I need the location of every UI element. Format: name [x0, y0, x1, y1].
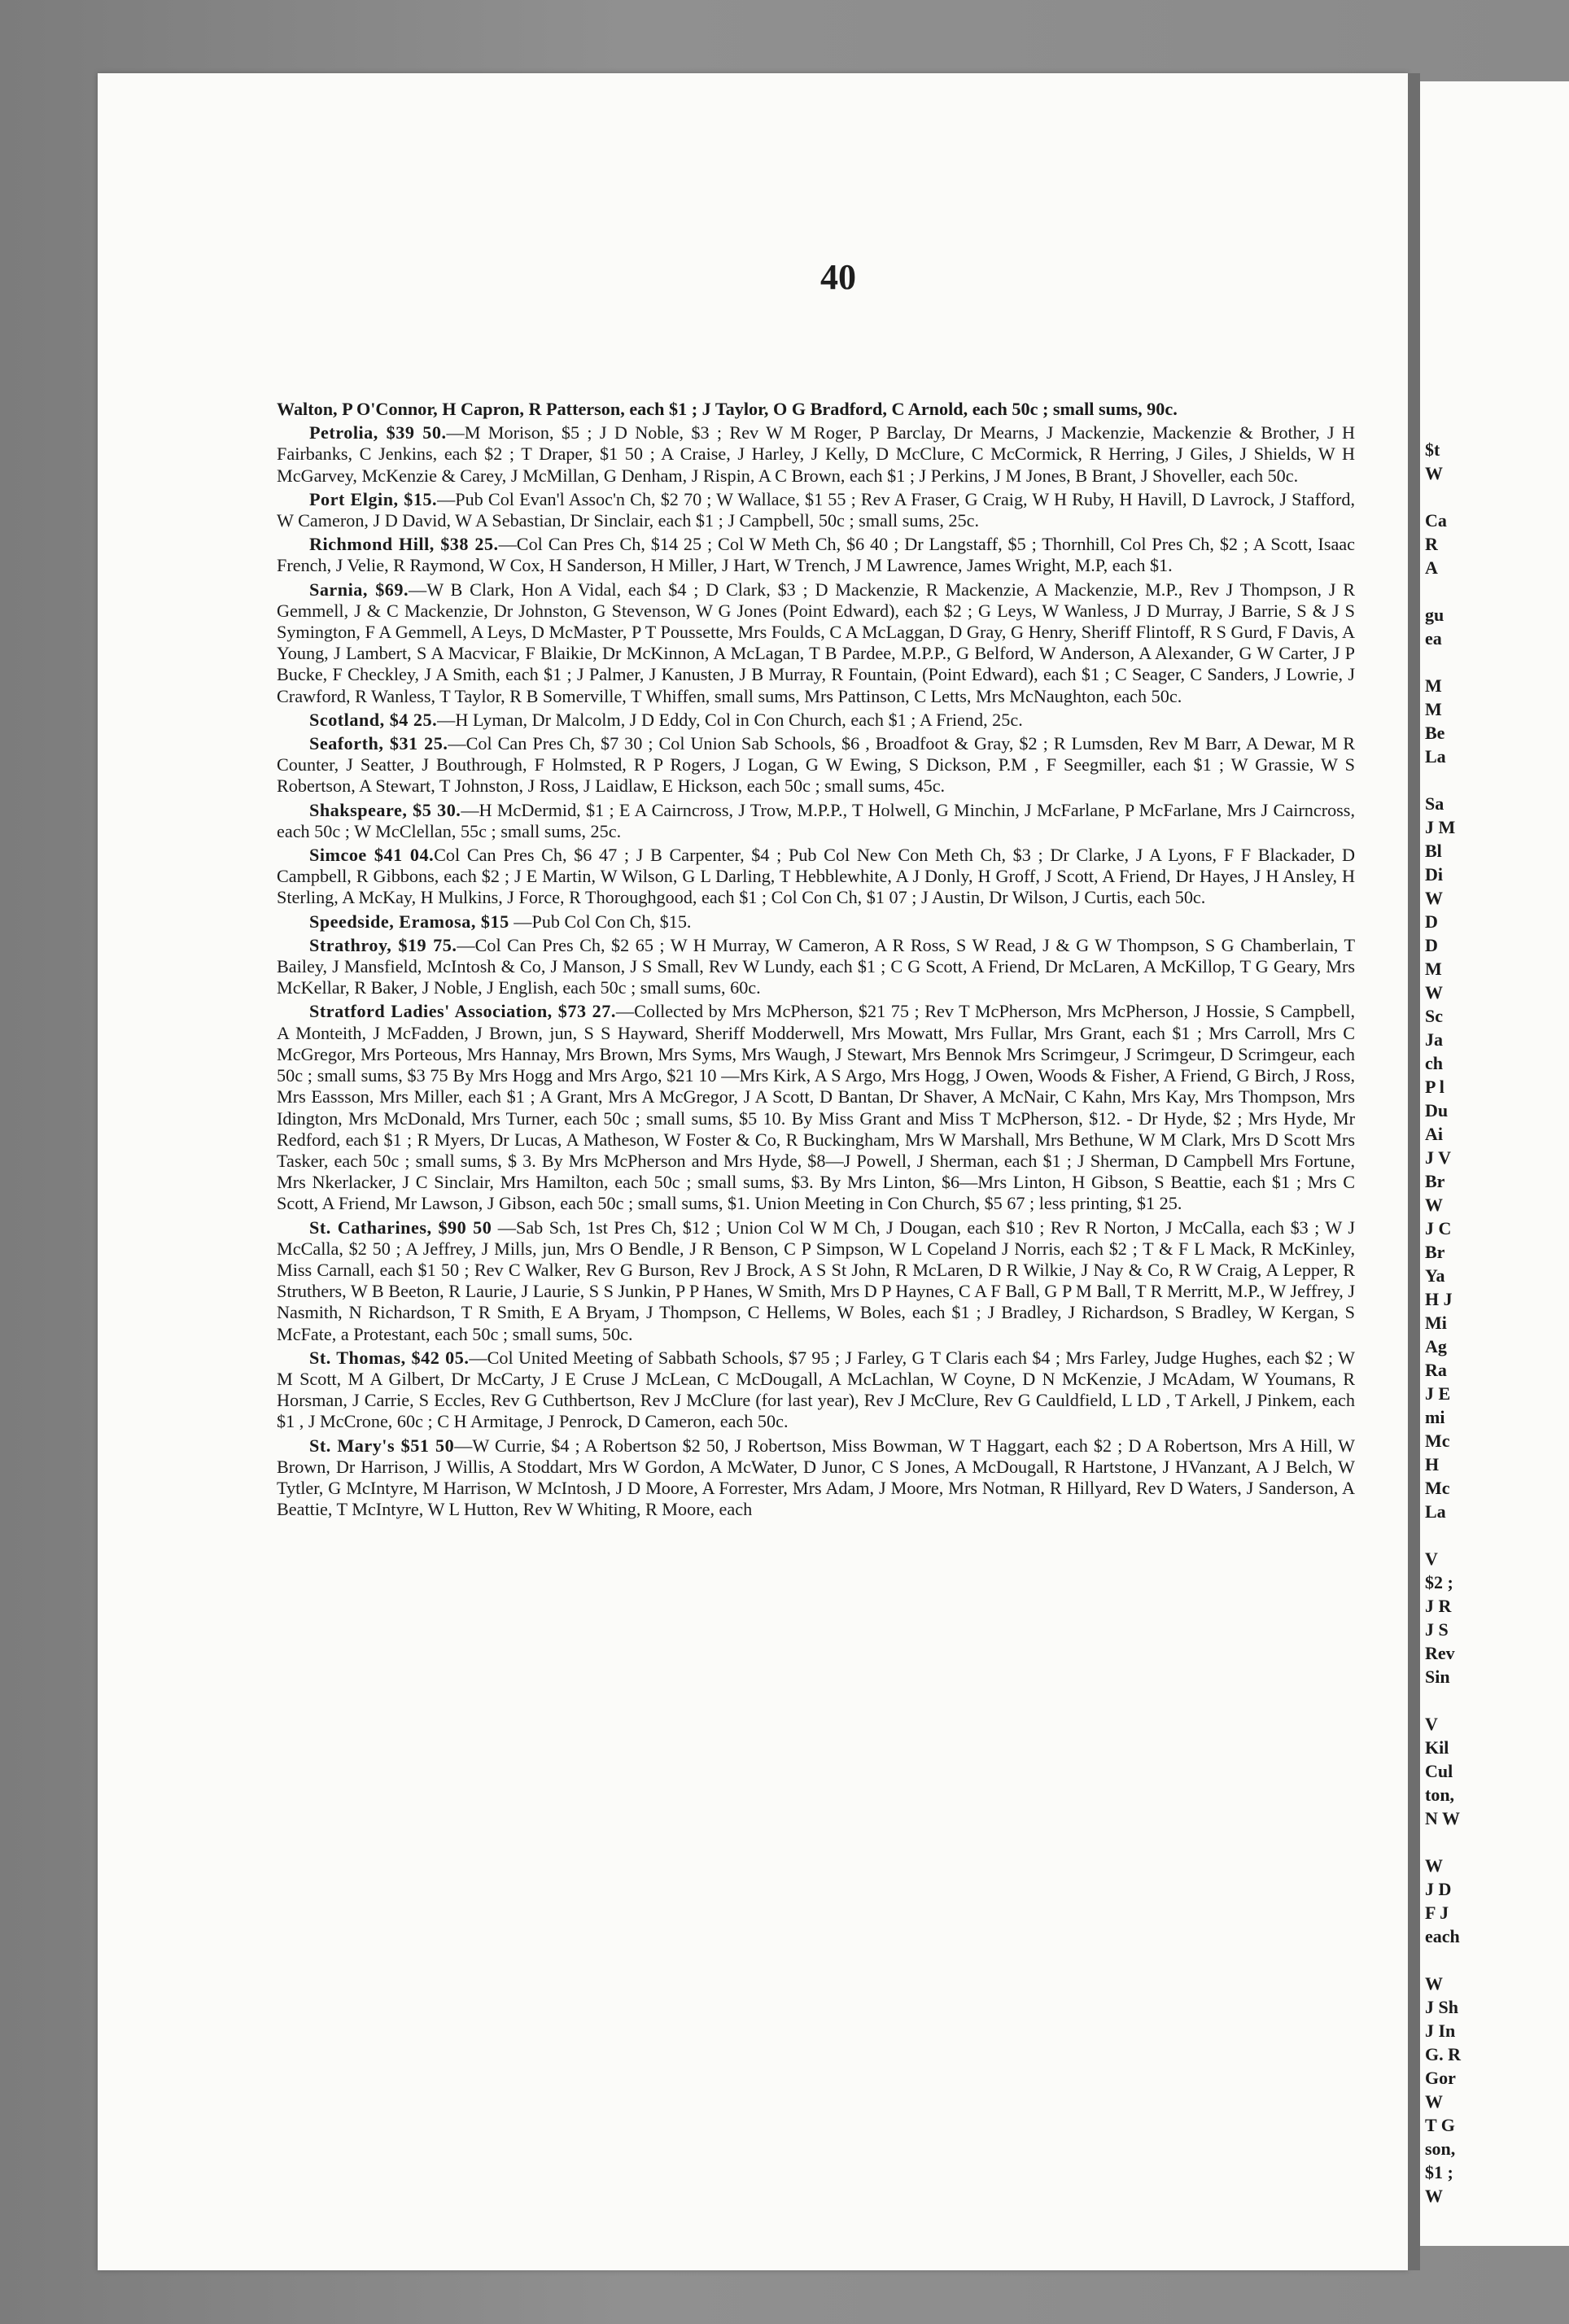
contributors-text: —Pub Col Evan'l Assoc'n Ch, $2 70 ; W Wallace, $1 55 ; Rev A Fraser, G Craig, W H Ruby, H Havill, D Lavrock, J Stafford, W Cameron, J D David, W A Sebastian, Dr Sinclair, each $1 ; J Campbell, 50c ; small sums, 25c. [277, 488, 1355, 531]
adjacent-page-fragment: Kil [1425, 1737, 1449, 1758]
place-and-total: Stratford Ladies' Association, $73 27. [309, 1001, 616, 1022]
adjacent-page-fragment: son, [1425, 2138, 1456, 2159]
adjacent-page-fragment: V [1425, 1714, 1438, 1734]
place-and-total: Sarnia, $69. [309, 579, 409, 600]
adjacent-page-fragment: J M [1425, 817, 1456, 837]
adjacent-page-fragment: $t [1425, 439, 1440, 460]
adjacent-page-fragment: N W [1425, 1808, 1460, 1828]
contributors-text: —Col Can Pres Ch, $7 30 ; Col Union Sab Schools, $6 , Broadfoot & Gray, $2 ; R Lumsden, Rev M Barr, A Dewar, M R Counter, J Seatter, J Bouthrough, F Holmsted, R P Rogers, J Logan, G W Ewing, S Dickson, P.M , F Seegmiller, each $1 ; W Grassie, W S Robertson, A Stewart, T Johnston, J Ross, J Laidlaw, E Hickson, each 50c ; small sums, 45c. [277, 733, 1355, 797]
donation-entry [277, 1001, 1355, 1214]
adjacent-page-fragment: Di [1425, 864, 1443, 885]
adjacent-page-fragment: M [1425, 675, 1442, 696]
adjacent-page-fragment: M [1425, 959, 1442, 979]
adjacent-page-text-fragments [1420, 81, 1569, 2246]
page-number: 40 [820, 257, 856, 297]
adjacent-page-fragment: W [1425, 888, 1443, 908]
contributors-text: —H Lyman, Dr Malcolm, J D Eddy, Col in Con Church, each $1 ; A Friend, 25c. [437, 709, 1023, 730]
place-and-total: Strathroy, $19 75. [309, 934, 457, 955]
adjacent-page-fragment: J In [1425, 2020, 1456, 2041]
contributors-text: —Sab Sch, 1st Pres Ch, $12 ; Union Col W M Ch, J Dougan, each $10 ; Rev R Norton, J McCalla, each $3 ; W J McCalla, $2 50 ; A Jeffrey, J Mills, jun, Mrs O Bendle, J R Benson, C P Simpson, W L Copeland J Norris, each $2 ; T & F L Mack, R McKinley, Miss Carnall, each $1 50 ; Rev C Walker, Rev G Burson, Rev J Brock, A S St John, R McLaren, D R Wilkie, J Nay & Co, R W Craig, A Lepper, R Struthers, W B Beeton, R Laurie, J Laurie, S S Junkin, P P Hanes, W Smith, Mrs D P Haynes, C A F Ball, G P M Ball, T R Merritt, M.P., W Jeffrey, J Nasmith, N Richardson, T R Smith, E A Bryam, J Thompson, C Hellems, W Boles, each $1 ; J Bradley, J Richardson, S Bradley, W Kergan, S McFate, a Protestant, each 50c ; small sums, 50c. [277, 1217, 1355, 1344]
place-and-total: St. Mary's $51 50 [309, 1435, 455, 1456]
place-and-total: St. Thomas, $42 05. [309, 1347, 470, 1368]
adjacent-page-fragment: La [1425, 746, 1446, 767]
contributors-text: —Pub Col Con Ch, $15. [509, 911, 692, 932]
place-and-total: Richmond Hill, $38 25. [309, 534, 499, 555]
document-page [98, 73, 1408, 2270]
donation-entry [277, 489, 1355, 531]
adjacent-page-fragment: Ca [1425, 510, 1447, 531]
contributors-text: Col Can Pres Ch, $6 47 ; J B Carpenter, $4 ; Pub Col New Con Meth Ch, $3 ; Dr Clarke, J A Lyons, F F Blackader, D Campbell, R Gibbons, each $2 ; J E Martin, W Wilson, G L Darling, T Hebblewhite, A J Donly, H Groff, J Scott, A Friend, Dr Hayes, J H Ansley, H Sterling, A McKay, H Mulkins, J Force, R Thoroughgood, each $1 ; Col Con Ch, $1 07 ; J Austin, Dr Wilson, J Curtis, each 50c. [277, 845, 1355, 908]
adjacent-page-fragment: ea [1425, 628, 1442, 649]
adjacent-page-fragment: mi [1425, 1407, 1445, 1427]
donation-entry [277, 399, 1355, 420]
adjacent-page-fragment: D [1425, 911, 1438, 932]
adjacent-page-fragment: J E [1425, 1383, 1451, 1404]
adjacent-page-fragment: Be [1425, 723, 1445, 743]
donation-entry [277, 845, 1355, 909]
contributors-text: —Collected by Mrs McPherson, $21 75 ; Rev T McPherson, Mrs McPherson, J Hossie, S Campbell, A Monteith, J McFadden, J Brown, jun, S S Hayward, Sheriff Modderwell, Mrs Mowatt, Mrs Fullar, Mrs Grant, each $1 ; Mrs Carroll, Mrs C McGregor, Mrs Porteous, Mrs Hannay, Mrs Brown, Mrs Syms, Mrs Waugh, J Stewart, Mrs Bennok Mrs Scrimgeur, J Scrimgeur, D Scrimgeur, each 50c ; small sums, $3 75 By Mrs Hogg and Mrs Argo, $21 10 —Mrs Kirk, A S Argo, Mrs Hogg, J Owen, Woods & Fisher, A Friend, G Birch, J Ross, Mrs Eassson, Mrs Miller, each $1 ; A Grant, Mrs A McGregor, J A Scott, D Bantan, Dr Shaver, A McNair, C Kahn, Mrs Kay, Mrs Thompson, Mrs Idington, Mrs McDonald, Mrs Turner, each 50c ; small sums, $5 10. By Miss Grant and Miss T McPherson, $12. - Dr Hyde, $2 ; Mrs Hyde, Mr Redford, each $1 ; R Myers, Dr Lucas, A Matheson, W Foster & Co, R Buckingham, Mrs W Marshall, Mrs Bethune, W M Clark, Mrs D Scott Mrs Tasker, each 50c ; small sums, $ 3. By Mrs McPherson and Mrs Hyde, $8—J Powell, J Sherman, each $1 ; J Sherman, D Campbell Mrs Fortune, Mrs Nkerlacker, J C Sinclair, Mrs Hamilton, each 50c ; small sums, $3. By Mrs Linton, $6—Mrs Linton, H Gibson, S Beattie, each $1 ; Mrs C Scott, A Friend, Mr Lawson, J Gibson, each 50c ; small sums, $1. Union Meeting in Con Church, $5 67 ; less printing, $1 25. [277, 1001, 1356, 1214]
adjacent-page-fragment: R [1425, 534, 1438, 554]
adjacent-page-fragment: gu [1425, 605, 1444, 625]
adjacent-page-fragment: W [1425, 463, 1443, 483]
place-and-total: Petrolia, $39 50. [309, 422, 447, 443]
donation-entry [277, 935, 1355, 999]
adjacent-page-fragment: ton, [1425, 1784, 1455, 1805]
place-and-total: Port Elgin, $15. [309, 488, 438, 509]
adjacent-page-fragment: D [1425, 935, 1438, 955]
adjacent-page-fragment: La [1425, 1501, 1446, 1522]
donation-entry [277, 1217, 1355, 1345]
subscription-list [277, 399, 1355, 1522]
adjacent-page-edge [1420, 81, 1569, 2246]
adjacent-page-fragment: H J [1425, 1289, 1453, 1309]
adjacent-page-fragment: J D [1425, 1879, 1452, 1899]
adjacent-page-fragment: P l [1425, 1077, 1444, 1097]
adjacent-page-fragment: J R [1425, 1596, 1452, 1616]
place-and-total: St. Catharines, $90 50 [309, 1217, 492, 1238]
adjacent-page-fragment: A [1425, 557, 1438, 578]
donation-entry [277, 1435, 1355, 1521]
adjacent-page-fragment: Br [1425, 1242, 1445, 1262]
adjacent-page-fragment: ch [1425, 1053, 1443, 1073]
adjacent-page-fragment: Ja [1425, 1029, 1443, 1050]
adjacent-page-fragment: V [1425, 1549, 1438, 1569]
adjacent-page-fragment: $1 ; [1425, 2162, 1453, 2182]
adjacent-page-fragment: Sc [1425, 1006, 1443, 1026]
contributors-text: —Col United Meeting of Sabbath Schools, $7 95 ; J Farley, G T Claris each $4 ; Mrs Farley, Judge Hughes, each $2 ; W M Scott, M A Gilbert, Dr McCarty, J E Cruse J McLean, C McDougall, A McLachlan, W Coyne, D N McKenzie, J McAdam, W Youmans, R Horsman, J Carrie, S Eccles, Rev G Cuthbertson, Rev J McClure (for last year), Rev J McClure, Rev G Cauldfield, L LD , T Arkell, J Pinkem, each $1 , J McCrone, 60c ; C H Armitage, J Penrock, D Cameron, each 50c. [277, 1347, 1355, 1432]
adjacent-page-fragment: Ya [1425, 1265, 1445, 1286]
place-and-total: Scotland, $4 25. [309, 709, 438, 730]
donation-entry [277, 733, 1355, 797]
donation-entry [277, 710, 1355, 731]
donation-entry [277, 534, 1355, 576]
contributors-text: —Col Can Pres Ch, $14 25 ; Col W Meth Ch, $6 40 ; Dr Langstaff, $5 ; Thornhill, Col Pres Ch, $2 ; A Scott, Isaac French, J Velie, R Raymond, W Cox, H Sanderson, H Miller, J Hart, W Trench, J M Lawrence, James Wright, M.P, each $1. [277, 534, 1355, 576]
adjacent-page-fragment: $2 ; [1425, 1572, 1453, 1592]
adjacent-page-fragment: W [1425, 1855, 1443, 1876]
adjacent-page-fragment: Rev [1425, 1643, 1455, 1663]
contributors-text: —W Currie, $4 ; A Robertson $2 50, J Robertson, Miss Bowman, W T Haggart, each $2 ; D A Robertson, Mrs A Hill, W Brown, Dr Harrison, J Willis, A Stoddart, Mrs W Gordon, A McWater, D Junor, C S Jones, A McDougall, R Hartstone, J HVanzant, A J Belch, W Tytler, G McIntyre, M Harrison, W McIntosh, J D Moore, A Forrester, Mrs Adam, J Moore, Mrs Notman, R Hillyard, Rev D Waters, J Sanderson, A Beattie, T McIntyre, W L Hutton, Rev W Whiting, R Moore, each [277, 1435, 1355, 1520]
adjacent-page-fragment: J Sh [1425, 1997, 1458, 2017]
adjacent-page-fragment: Mc [1425, 1431, 1450, 1451]
contributors-text: —Col Can Pres Ch, $2 65 ; W H Murray, W Cameron, A R Ross, S W Read, J & G W Thompson, S G Chamberlain, T Bailey, J Mansfield, McIntosh & Co, J Manson, J S Small, Rev W Lundy, each $1 ; C G Scott, A Friend, Dr McLaren, A McKillop, T G Geary, Mrs McKellar, R Baker, J Noble, J English, each 50c ; small sums, 60c. [277, 934, 1355, 998]
adjacent-page-fragment: Ai [1425, 1124, 1443, 1144]
adjacent-page-fragment: M [1425, 699, 1442, 719]
place-and-total: Seaforth, $31 25. [309, 733, 448, 754]
adjacent-page-fragment: Sa [1425, 793, 1444, 814]
adjacent-page-fragment: J V [1425, 1147, 1451, 1168]
adjacent-page-fragment: Sin [1425, 1667, 1450, 1687]
adjacent-page-fragment: Ag [1425, 1336, 1447, 1356]
donation-entry [277, 911, 1355, 933]
adjacent-page-fragment: T G [1425, 2115, 1455, 2135]
adjacent-page-fragment: W [1425, 2091, 1443, 2112]
adjacent-page-fragment: Mi [1425, 1313, 1447, 1333]
donation-entry [277, 800, 1355, 842]
page-gutter [1408, 73, 1420, 2270]
adjacent-page-fragment: Du [1425, 1100, 1449, 1120]
donation-entry [277, 1348, 1355, 1433]
adjacent-page-fragment: Bl [1425, 841, 1442, 861]
place-and-total: Shakspeare, $5 30. [309, 799, 461, 820]
contributors-text: Walton, P O'Connor, H Capron, R Patterson, each $1 ; J Taylor, O G Bradford, C Arnold, each 50c ; small sums, 90c. [277, 399, 1178, 419]
place-and-total: Speedside, Eramosa, $15 [309, 911, 509, 932]
adjacent-page-fragment: W [1425, 1195, 1443, 1215]
adjacent-page-fragment: J C [1425, 1218, 1452, 1238]
contributors-text: —W B Clark, Hon A Vidal, each $4 ; D Clark, $3 ; D Mackenzie, R Mackenzie, A Mackenzie, M.P., Rev J Thompson, J R Gemmell, J & C Mackenzie, Dr Johnston, G Stevenson, W G Jones (Point Edward), each $2 ; G Leys, W Wanless, J D Murray, J Barrie, S & J S Symington, F A Gemmell, A Leys, D McMaster, P T Poussette, Mrs Foulds, C A McLaggan, D Gray, G Henry, Sheriff Flintoff, R S Gurd, F Davis, A Young, J Lambert, S A Macvicar, F Blaikie, Dr McKinnon, A McLagan, T B Pardee, M.P.P., G Belford, W Anderson, A Alexander, G W Carter, J P Bucke, F Checkley, J A Smith, each $1 ; J Palmer, J Kanusten, J B Murray, R Fountain, (Point Edward), each $1 ; C Seager, C Sanders, J Lowrie, J Crawford, R Wanless, T Taylor, R B Somerville, T Whiffen, small sums, Mrs Pattinson, C Letts, Mrs McNaughton, each 50c. [277, 579, 1355, 706]
adjacent-page-fragment: Cul [1425, 1761, 1453, 1781]
adjacent-page-fragment: J S [1425, 1619, 1449, 1640]
contributors-text: —M Morison, $5 ; J D Noble, $3 ; Rev W M Roger, P Barclay, Dr Mearns, J Mackenzie, Mackenzie & Brother, J H Fairbanks, C Jenkins, each $2 ; T Draper, $1 50 ; A Craise, J Harley, J Kelly, D McClure, C McCormick, R Herring, J Giles, J Shields, W H McGarvey, McKenzie & Carey, J McMillan, G Denham, J Rispin, A C Brown, each $1 ; J Perkins, J M Jones, B Brant, J Shoveller, each 50c. [277, 422, 1355, 486]
contributors-text: —H McDermid, $1 ; E A Cairncross, J Trow, M.P.P., T Holwell, G Minchin, J McFarlane, P McFarlane, Mrs J Cairncross, each 50c ; W McClellan, 55c ; small sums, 25c. [277, 799, 1355, 841]
adjacent-page-fragment: Gor [1425, 2068, 1456, 2088]
adjacent-page-fragment: each [1425, 1926, 1460, 1946]
adjacent-page-fragment: Mc [1425, 1478, 1450, 1498]
adjacent-page-fragment: W [1425, 982, 1443, 1003]
adjacent-page-fragment: F J [1425, 1902, 1449, 1923]
adjacent-page-fragment: H [1425, 1454, 1440, 1474]
adjacent-page-fragment: Ra [1425, 1360, 1447, 1380]
place-and-total: Simcoe $41 04. [309, 845, 435, 866]
adjacent-page-fragment: Br [1425, 1171, 1445, 1191]
adjacent-page-fragment: W [1425, 1973, 1443, 1994]
adjacent-page-fragment: G. R [1425, 2044, 1461, 2064]
donation-entry [277, 422, 1355, 487]
donation-entry [277, 579, 1355, 707]
adjacent-page-fragment: W [1425, 2186, 1443, 2206]
